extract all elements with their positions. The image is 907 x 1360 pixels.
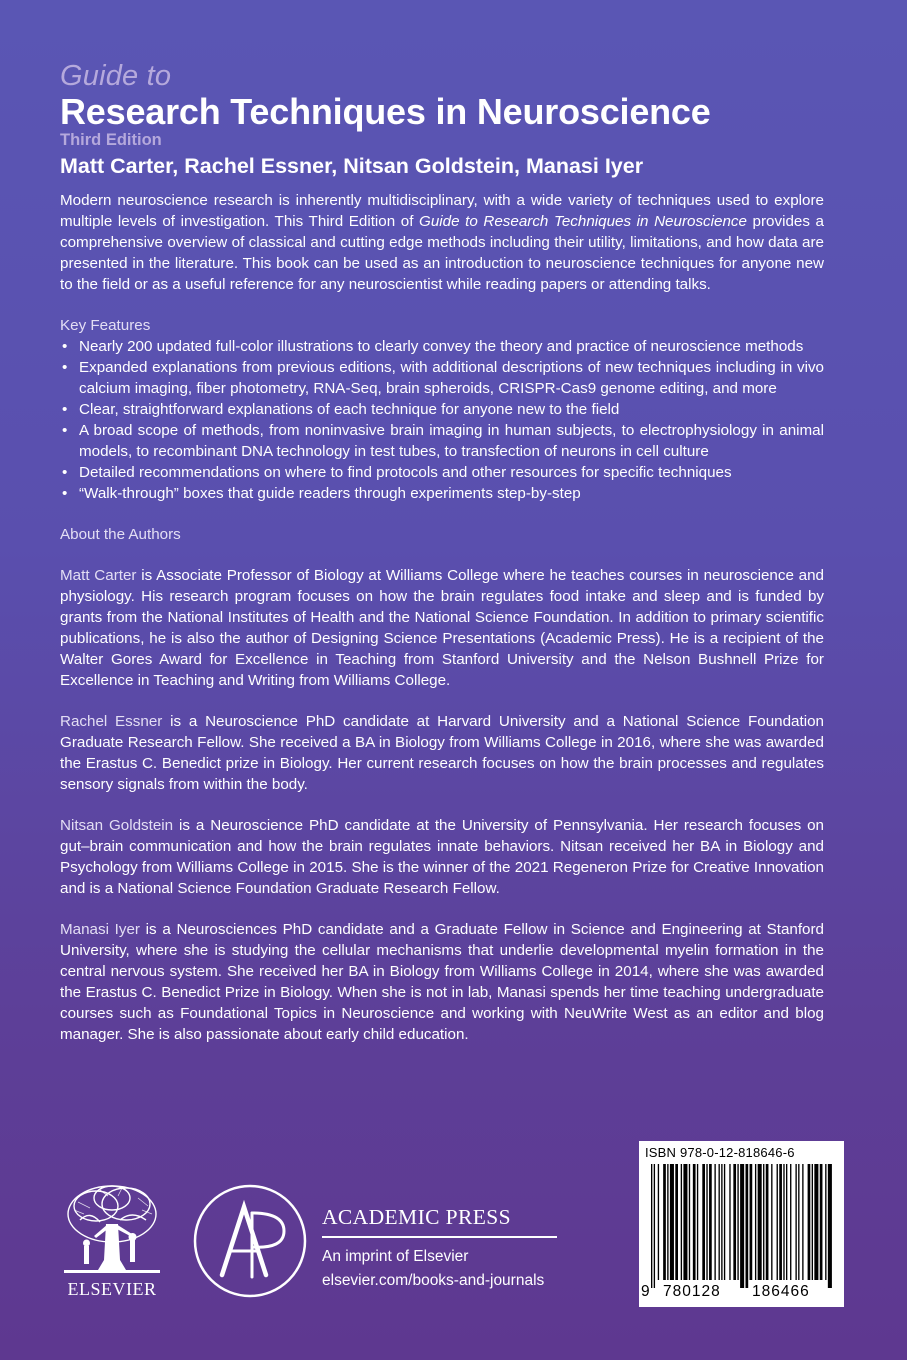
barcode-bar: [737, 1164, 738, 1280]
author-name: Rachel Essner: [60, 713, 163, 730]
barcode-bar: [783, 1164, 784, 1280]
feature-item: • Expanded explanations from previous editions, with additional descriptions of new techniques including in vivo calcium imaging, fiber photometry, RNA-Seq, brain spheroids, CRISPR-Cas9 genome editing, and more: [60, 357, 824, 399]
press-divider: [322, 1236, 557, 1238]
academic-press-block: [322, 1204, 557, 1294]
feature-item: • Detailed recommendations on where to find protocols and other resources for specific techniques: [60, 462, 824, 483]
barcode-bar: [814, 1164, 818, 1280]
isbn-lead-digit: 9: [641, 1283, 651, 1300]
barcode-bar: [779, 1164, 782, 1280]
barcode-bar: [667, 1164, 668, 1280]
barcode-bar: [763, 1164, 764, 1280]
barcode-bar: [798, 1164, 799, 1280]
author-bio-text: is a Neuroscience PhD candidate at the University of Pennsylvania. Her research focuses on gut–brain communication and how the brain regulates innate behaviors. Nitsan received her BA in Biology and Psychology from Williams College in 2015. She is the winner of the 2021 Regeneron Prize for Creative Innovation and is a National Science Foundation Graduate Research Fellow.: [60, 817, 824, 897]
barcode-bar: [689, 1164, 690, 1280]
barcode-bar: [820, 1164, 823, 1280]
intro-text-1: Modern neuroscience research is inherently multidisciplinary, with a wide variety of techniques used to explore multiple levels of investigation. This Third Edition of: [60, 192, 824, 230]
barcode-bar: [683, 1164, 687, 1280]
barcode-bar: [802, 1164, 803, 1280]
barcode-bar: [681, 1164, 682, 1280]
barcode-bars: [651, 1164, 833, 1288]
back-cover-content: [60, 58, 824, 1045]
edition: Third Edition: [60, 131, 162, 149]
barcode-bar: [719, 1164, 720, 1280]
elsevier-tree-icon: [60, 1180, 164, 1278]
barcode-bar: [714, 1164, 715, 1280]
barcode-bar: [706, 1164, 707, 1280]
author-bio-goldstein: [60, 815, 824, 899]
barcode-bar: [758, 1164, 762, 1280]
barcode-bar: [790, 1164, 791, 1280]
intro-text-2: provides a comprehensive overview of classical and cutting edge methods including their utility, limitations, and how data are presented in the literature. This book can be used as an introduction to neuroscience techniques for anyone new to the field or as a useful reference for any neuroscientist while reading papers or attending talks.: [60, 213, 824, 293]
barcode-bar: [812, 1164, 813, 1280]
description-body: [60, 190, 824, 1045]
feature-item: • “Walk-through” boxes that guide readers through experiments step-by-step: [60, 483, 824, 504]
barcode-bar: [786, 1164, 787, 1280]
intro-book-title: Guide to Research Techniques in Neuroscience: [419, 213, 747, 230]
barcode-bar: [693, 1164, 696, 1280]
key-features-heading: Key Features: [60, 317, 151, 334]
author-bio-text: is Associate Professor of Biology at Williams College where he teaches courses in neuroscience and physiology. His research program focuses on how the brain regulates food intake and sleep and is funded by grants from the National Institutes of Health and the National Science Foundation. In addition to primary scientific publications, he is also the author of Designing Science Presentations (Academic Press). He is a recipient of the Walter Gores Award for Excellence in Teaching from Stanford University and the Nelson Bushnell Prize for Excellence in Teaching and Writing from Williams College.: [60, 567, 824, 689]
isbn-barcode: [639, 1141, 844, 1307]
barcode-bar: [828, 1164, 832, 1288]
barcode-bar: [702, 1164, 705, 1280]
barcode-bar: [746, 1164, 749, 1288]
book-title: Research Techniques in Neuroscience: [60, 91, 711, 132]
barcode-bar: [766, 1164, 769, 1280]
author-bio-essner: [60, 711, 824, 795]
author-name: Matt Carter: [60, 567, 137, 584]
barcode-bar: [721, 1164, 722, 1280]
barcode-bar: [709, 1164, 712, 1280]
barcode-bar: [651, 1164, 652, 1288]
imprint-line: An imprint of Elsevier: [322, 1247, 469, 1265]
isbn-right-digits: 186466: [752, 1283, 810, 1300]
barcode-bar: [777, 1164, 778, 1280]
series-prefix: Guide to: [60, 60, 172, 92]
author-bio-carter: [60, 565, 824, 691]
barcode-bar: [733, 1164, 736, 1280]
author-bio-text: is a Neurosciences PhD candidate and a Graduate Fellow in Science and Engineering at Stanford University, where she is studying the cellular mechanisms that underlie developmental myelin formation in the central nervous system. She received her BA in Biology from Williams College in 2014, where she was awarded the Erastus C. Benedict Prize in Biology. When she is not in lab, Manasi spends her time teaching undergraduate courses such as Foundational Topics in Neuroscience and working with NeuWrite West as an editor and blog manager. She is also passionate about early child education.: [60, 921, 825, 1043]
feature-item: • A broad scope of methods, from noninvasive brain imaging in human subjects, to electrophysiology in animal models, to recombinant DNA technology in test tubes, to transfection of neurons in cell culture: [60, 420, 824, 462]
author-name: Manasi Iyer: [60, 921, 140, 938]
barcode-bar: [658, 1164, 659, 1280]
authors: Matt Carter, Rachel Essner, Nitsan Goldstein, Manasi Iyer: [60, 154, 644, 178]
barcode-bar: [697, 1164, 698, 1280]
barcode-bar: [825, 1164, 826, 1280]
elsevier-wordmark: ELSEVIER: [67, 1279, 157, 1299]
elsevier-logo: [60, 1180, 164, 1302]
barcode-bar: [750, 1164, 753, 1280]
isbn-left-digits: 780128: [663, 1283, 721, 1300]
about-authors-heading: About the Authors: [60, 526, 181, 543]
feature-item: • Clear, straightforward explanations of each technique for anyone new to the field: [60, 399, 824, 420]
barcode-bar: [795, 1164, 796, 1280]
key-features-list: [60, 336, 824, 504]
barcode-bar: [755, 1164, 756, 1280]
barcode-bar: [670, 1164, 674, 1280]
academic-press-ap-logo: [192, 1183, 308, 1299]
author-name: Nitsan Goldstein: [60, 817, 174, 834]
barcode-bar: [771, 1164, 772, 1280]
barcode-bar: [675, 1164, 678, 1280]
academic-press-wordmark: ACADEMIC PRESS: [322, 1205, 511, 1229]
feature-item: • Nearly 200 updated full-color illustrations to clearly convey the theory and practice of neuroscience methods: [60, 336, 824, 357]
publisher-url: elsevier.com/books-and-journals: [322, 1271, 545, 1289]
barcode-bar: [740, 1164, 744, 1288]
author-bio-text: is a Neuroscience PhD candidate at Harvard University and a National Science Foundation Graduate Research Fellow. She received a BA in Biology from Williams College in 2016, where she was awarded the Erastus C. Benedict prize in Biology. Her current research focuses on how the brain processes and regulates sensory signals from within the body.: [60, 713, 824, 793]
barcode-bar: [663, 1164, 666, 1280]
author-bio-iyer: [60, 919, 824, 1045]
barcode-bar: [808, 1164, 811, 1280]
barcode-bar: [724, 1164, 725, 1280]
intro-paragraph: [60, 190, 824, 295]
isbn-label: ISBN 978-0-12-818646-6: [645, 1145, 795, 1160]
barcode-bar: [654, 1164, 655, 1288]
barcode-bar: [729, 1164, 730, 1280]
